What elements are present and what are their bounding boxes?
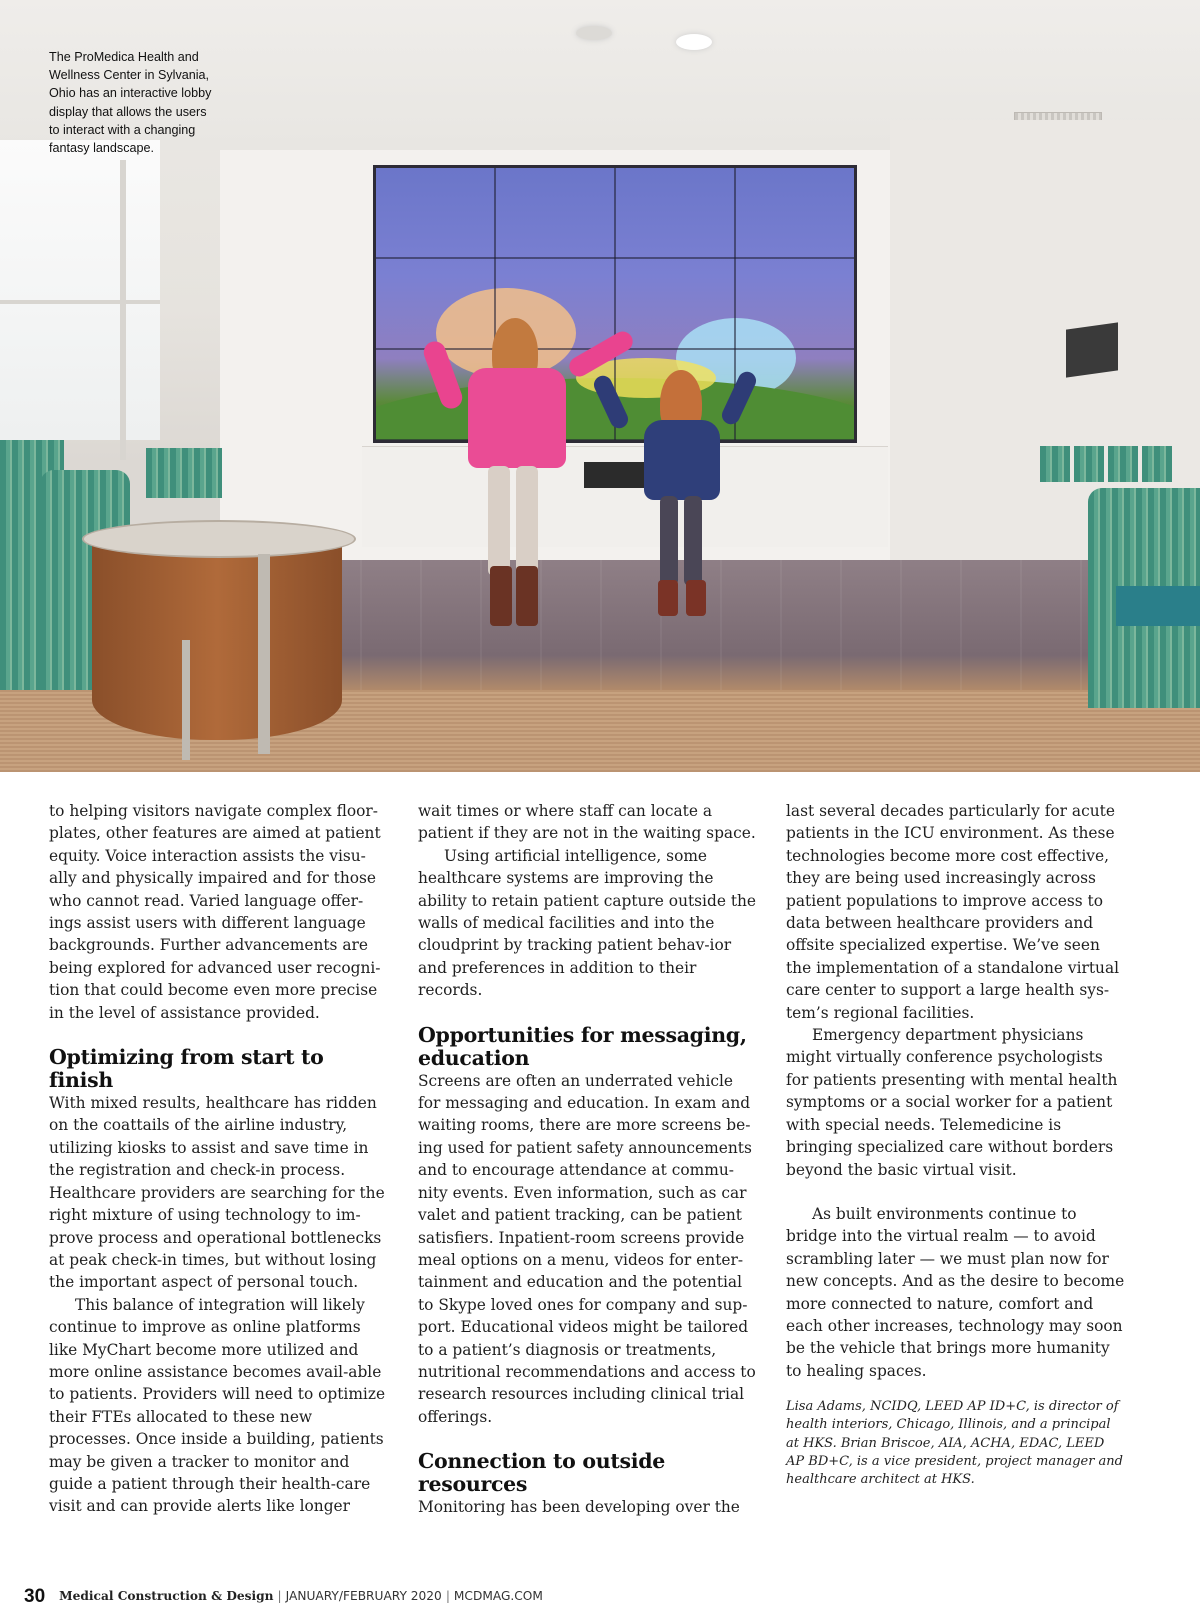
child-boot <box>490 566 512 626</box>
wall-tv <box>1066 322 1118 377</box>
magazine-name: Medical Construction & Design <box>59 1589 274 1603</box>
text-column-1 <box>49 800 389 1518</box>
child-torso <box>468 368 566 468</box>
child-boot <box>686 580 706 616</box>
ceiling-light <box>676 34 712 50</box>
child-leg <box>660 496 678 586</box>
text-column-3 <box>786 800 1126 1490</box>
cabinet-slot <box>584 462 646 488</box>
child-boot <box>658 580 678 616</box>
section-heading-optimizing: Optimizing from start to finish <box>49 1045 324 1093</box>
section-heading-opportunities: Opportunities for messaging, education <box>418 1022 747 1070</box>
paragraph: last several decades particularly for acute patients in the ICU environment. As these technologies become more cost effective, they are being used increasingly across patient populations to improve access to data between healthcare providers and offsite specialized expertise. We’ve seen the implementation of a standalone virtual care center to support a large health sys-tem’s regional facilities. <box>786 802 1120 1022</box>
lounge-chair-right-seat <box>1116 586 1200 626</box>
table-leg <box>258 554 270 754</box>
paragraph: Emergency department physicians might virtually conference psychologists for patients presenting with mental health symptoms or a social worker for a patient with special needs. Telemedicine is bringing specialized care without borders beyond the basic virtual visit. <box>786 1026 1118 1179</box>
author-bio: Lisa Adams, NCIDQ, LEED AP ID+C, is director of health interiors, Chicago, Illinois, and a principal at HKS. Brian Briscoe, AIA, ACHA, EDAC, LEED AP BD+C, is a vice president, project manager and healthcare architect at HKS. <box>786 1399 1124 1488</box>
waiting-row-chair <box>1108 446 1138 482</box>
lobby-photo <box>0 0 1200 772</box>
website: MCDMAG.COM <box>453 1589 543 1603</box>
page-number: 30 <box>24 1586 46 1607</box>
child-leg <box>516 466 538 576</box>
child-leg <box>684 496 702 586</box>
paragraph: This balance of integration will likely continue to improve as online platforms like MyChart become more utilized and more online assistance becomes avail-able to patients. Providers will need to optimize their FTEs allocated to these new processes. Once inside a building, patients may be given a tracker to monitor and guide a patient through their health-care visit and can provide alerts like longer <box>49 1295 386 1516</box>
paragraph: Screens are often an underrated vehicle for messaging and education. In exam and waiting rooms, there are more screens be-ing used for patient safety announcements and to encourage attendance at commu-nity events. Even information, such as car valet and patient tracking, can be patient satisfiers. Inpatient-room screens provide meal options on a menu, videos for enter-tainment and education and the potential to Skype loved ones for company and sup-port. Educational videos might be tailored to a patient’s diagnosis or treatments, nutritional recommendations and access to research resources including clinical trial offerings. <box>418 1071 756 1426</box>
side-table-top <box>82 520 356 558</box>
waiting-row-chair <box>1142 446 1172 482</box>
issue-date: JANUARY/FEBRUARY 2020 <box>285 1589 442 1603</box>
side-table <box>92 540 342 740</box>
child-boot <box>516 566 538 626</box>
paragraph: to helping visitors navigate complex floor-plates, other features are aimed at patient equity. Voice interaction assists the visu-ally and physically impaired and for those who cannot read. Varied language offer-ings assist users with different language backgrounds. Further advancements are being explored for advanced user recogni-tion that could become even more precise in the level of assistance provided. <box>49 802 381 1022</box>
child-leg <box>488 466 510 576</box>
paragraph: With mixed results, healthcare has ridden on the coattails of the airline industry, utilizing kiosks to assist and save time in the registration and check-in process. Healthcare providers are searching for the right mixture of using technology to im-prove process and operational bottlenecks at peak check-in times, but without losing the important aspect of personal touch. <box>49 1094 385 1292</box>
ceiling-light <box>576 26 612 40</box>
window-frame <box>0 300 160 304</box>
paragraph: As built environments continue to bridge into the virtual realm — to avoid scrambling later — we must plan now for new concepts. And as the desire to become more connected to nature, comfort and each other increases, technology may soon be the vehicle that brings more humanity to healing spaces. <box>786 1204 1125 1380</box>
footer-separator: | <box>445 1589 450 1603</box>
window-frame <box>120 160 126 460</box>
section-heading-connection: Connection to outside resources <box>418 1449 666 1497</box>
window <box>0 140 160 440</box>
footer-separator: | <box>277 1589 282 1603</box>
paragraph: Using artificial intelligence, some healthcare systems are improving the ability to retain patient capture outside the walls of medical facilities and into the cloudprint by tracking patient behav-ior and preferences in addition to their records. <box>418 846 757 1000</box>
table-leg <box>182 640 190 760</box>
paragraph: wait times or where staff can locate a patient if they are not in the waiting space. <box>418 802 756 843</box>
child-torso <box>644 420 720 500</box>
page-footer <box>24 1586 543 1608</box>
text-column-2 <box>418 800 758 1519</box>
waiting-chair <box>146 448 222 498</box>
waiting-row-chair <box>1040 446 1070 482</box>
paragraph: Monitoring has been developing over the <box>418 1498 740 1517</box>
photo-caption: The ProMedica Health and Wellness Center in Sylvania, Ohio has an interactive lobby display that allows the users to interact with a changing fantasy landscape. <box>49 50 212 156</box>
waiting-row-chair <box>1074 446 1104 482</box>
